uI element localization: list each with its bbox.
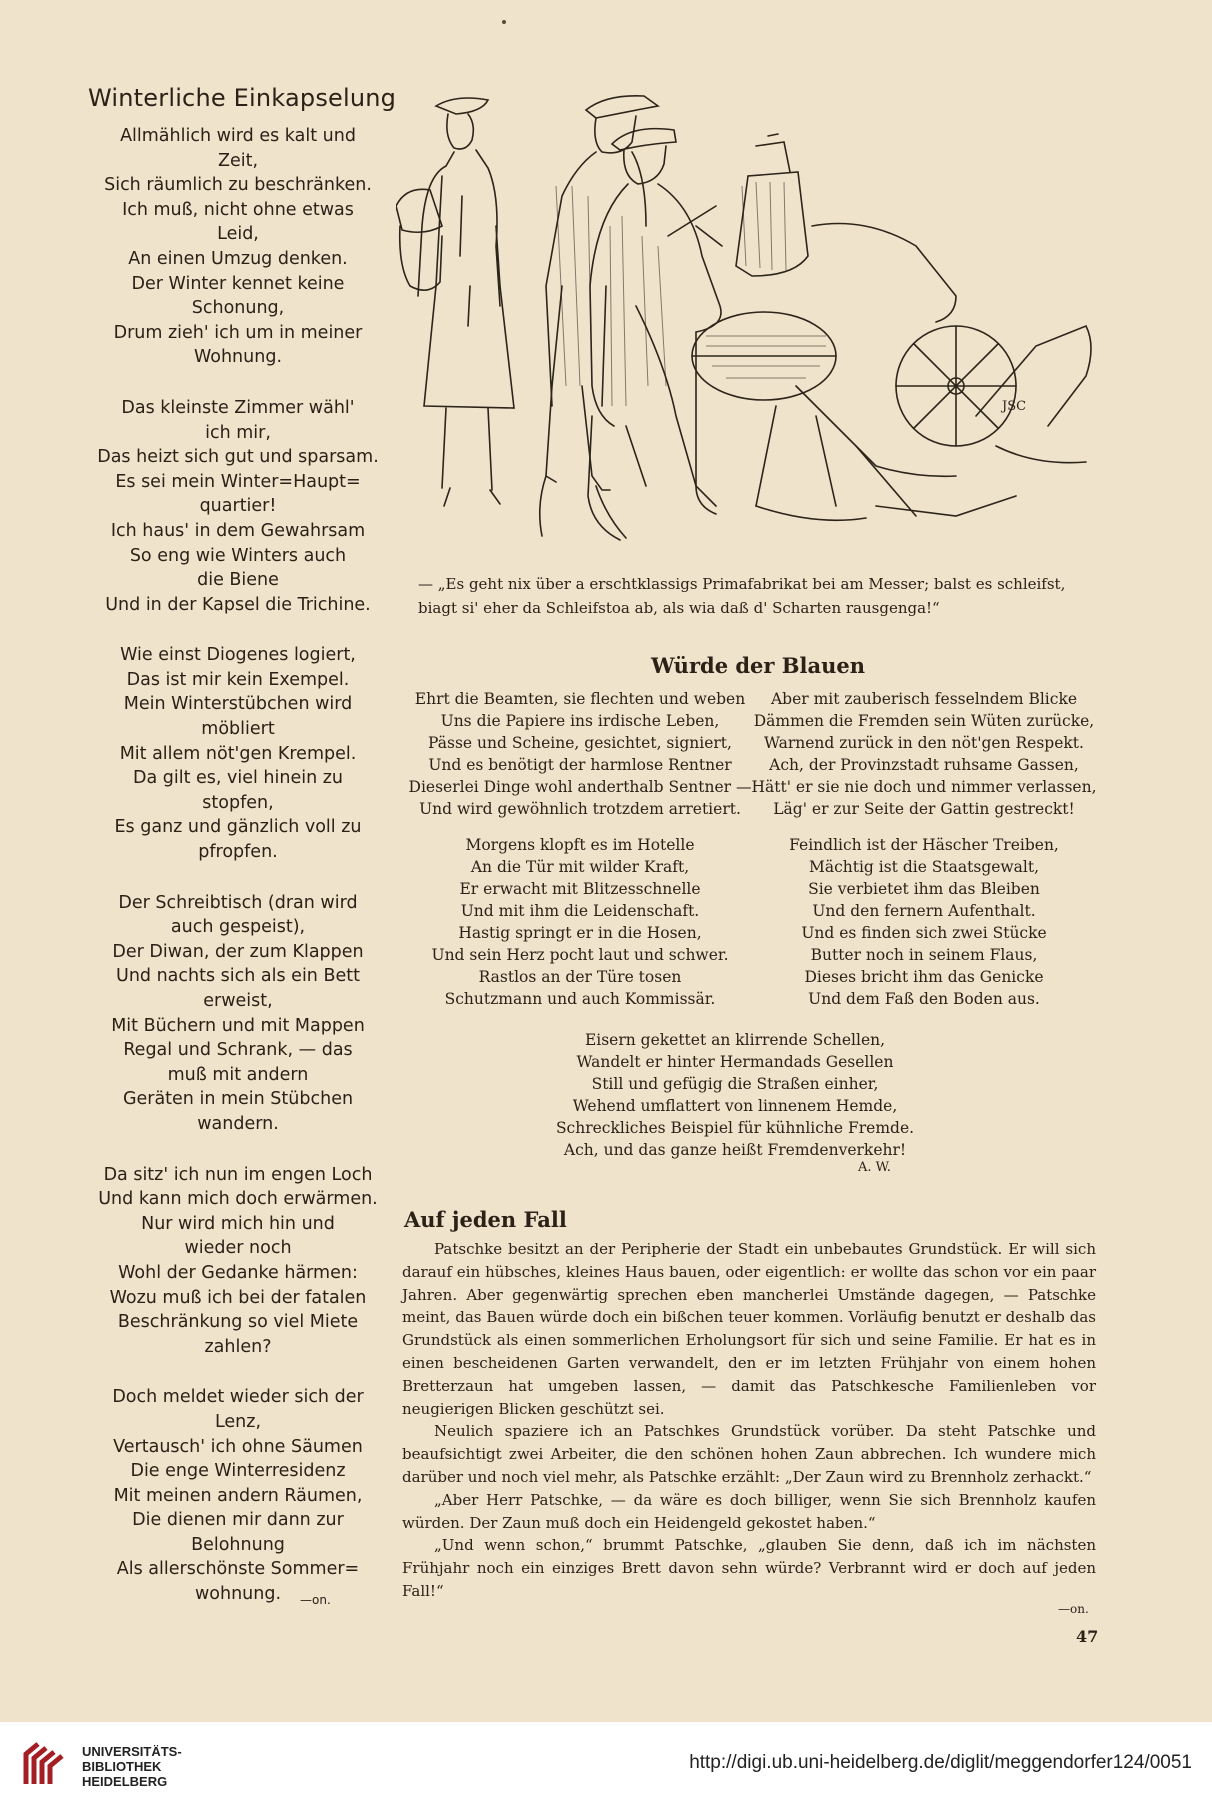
poem-line: Und nachts sich als ein Bett — [116, 966, 360, 987]
poem-line: Nur wird mich hin und — [141, 1213, 335, 1234]
verse-line: Und es benötigt der harmlose Rentner — [428, 756, 732, 774]
poem-line: So eng wie Winters auch — [129, 545, 347, 566]
wuerde-signature: A. W. — [858, 1160, 891, 1175]
verse-line: Eisern gekettet an klirrende Schellen, — [584, 1031, 886, 1049]
verse-line: Rastlos an der Türe tosen — [478, 968, 682, 986]
artist-monogram: JSC — [1002, 399, 1027, 414]
poem-line: quartier! — [199, 496, 277, 517]
poem-line: Zeit, — [217, 150, 259, 171]
verse-line: Und dem Faß den Boden aus. — [808, 990, 1040, 1008]
poem-line: wieder noch — [184, 1238, 292, 1259]
poem-line: stopfen, — [202, 792, 274, 813]
library-footer — [0, 1722, 1212, 1809]
poem-line: Es sei mein Winter=Haupt= — [115, 471, 361, 492]
poem-line: Doch meldet wieder sich der — [112, 1387, 364, 1408]
verse-line: Butter noch in seinem Flaus, — [810, 946, 1038, 964]
poem-line: Schonung, — [191, 298, 285, 319]
poem-line: Leid, — [217, 224, 259, 245]
poem-line: Wie einst Diogenes logiert, — [120, 645, 356, 666]
poem-line: Als allerschönste Sommer= — [116, 1559, 360, 1580]
poem-line: Sich räumlich zu beschränken. — [104, 175, 372, 196]
poem-stanza — [78, 1385, 398, 1606]
verse-line: Sie verbietet ihm das Bleiben — [808, 880, 1040, 898]
verse-line: Und mit ihm die Leidenschaft. — [460, 902, 700, 920]
verse-line: Still und gefügig die Straßen einher, — [591, 1075, 879, 1093]
fall-paragraph: Patschke besitzt an der Peripherie der Stadt ein unbebautes Grundstück. Er will sich darauf ein hübsches, kleines Haus bauen, oder eigentlich: er wollte das schon vor ein paar Jahren. Aber gegenwärtig sprechen eben mancherlei Umstände dagegen, — Patschke meint, das Bauen würde doch ein bißchen teuer kommen. Vorläufig benutzt er deshalb das Grundstück als einen sommerlichen Erholungsort für sich und seine Familie. Er hat es in einen bescheidenen Garten verwandelt, den er im letzten Frühjahr von einem hohen Bretterzaun hat umgeben lassen, — damit das Patschkesche Familienleben vor neugierigen Blicken geschützt sei. — [402, 1240, 1096, 1418]
poem-line: Mein Winterstübchen wird — [123, 694, 353, 715]
verse-line: Feindlich ist der Häscher Treiben, — [789, 836, 1059, 854]
poem-line: Wohnung. — [193, 347, 283, 368]
wuerde-intro-left — [400, 688, 760, 820]
poem-line: Der Schreibtisch (dran wird — [118, 892, 358, 913]
poem-line: Ich haus' in dem Gewahrsam — [110, 520, 366, 541]
poem-line: zahlen? — [204, 1336, 272, 1357]
poem-stanza — [78, 396, 398, 617]
verse-line: Und sein Herz pocht laut und schwer. — [431, 946, 729, 964]
verse-line: Und den fernern Aufenthalt. — [812, 902, 1036, 920]
poem-line: An einen Umzug denken. — [128, 248, 348, 269]
verse-line: Uns die Papiere ins irdische Leben, — [440, 712, 720, 730]
poem-line: Und in der Kapsel die Trichine. — [105, 594, 371, 615]
institution-name: UNIVERSITÄTS- BIBLIOTHEK HEIDELBERG — [82, 1744, 182, 1789]
poem-line: Die dienen mir dann zur — [132, 1510, 344, 1531]
poem-line: Da sitz' ich nun im engen Loch — [103, 1164, 373, 1185]
poem-line: Wozu muß ich bei der fatalen — [109, 1287, 367, 1308]
verse-line: Läg' er zur Seite der Gattin gestreckt! — [773, 800, 1075, 818]
wuerde-verse-left — [400, 834, 760, 1010]
fall-article-body — [402, 1238, 1096, 1603]
poem-line: Mit allem nöt'gen Krempel. — [119, 743, 357, 764]
wuerde-intro-right — [744, 688, 1104, 820]
poem-line: Die enge Winterresidenz — [130, 1461, 346, 1482]
poem-line: Beschränkung so viel Miete — [117, 1312, 359, 1333]
poem-line: Das heizt sich gut und sparsam. — [97, 447, 379, 468]
poem-stanza — [78, 124, 398, 370]
poem-line: Regal und Schrank, — das — [123, 1040, 353, 1061]
poem-line: Geräten in mein Stübchen — [122, 1089, 354, 1110]
verse-line: Mächtig ist die Staatsgewalt, — [808, 858, 1040, 876]
poem-line: ich mir, — [205, 422, 271, 443]
poem-line: Der Diwan, der zum Klappen — [112, 941, 364, 962]
wuerde-verse-right — [744, 834, 1104, 1010]
poem-line: Das kleinste Zimmer wähl' — [121, 397, 355, 418]
poem-line: Und kann mich doch erwärmen. — [98, 1189, 378, 1210]
poem-line: erweist, — [203, 991, 273, 1011]
verse-line: Und es finden sich zwei Stücke — [801, 924, 1047, 942]
print-speck — [502, 20, 506, 24]
verse-line: Dämmen die Fremden sein Wüten zurücke, — [753, 712, 1095, 730]
page-number: 47 — [1076, 1627, 1099, 1646]
poem-line: auch gespeist), — [170, 917, 306, 938]
poem-line: wandern. — [197, 1113, 279, 1134]
poem-stanzas — [78, 124, 398, 1607]
verse-line: An die Tür mit wilder Kraft, — [470, 858, 690, 876]
fall-paragraph: „Aber Herr Patschke, — da wäre es doch billiger, wenn Sie sich Brennholz kaufen würden. Der Zaun muß doch ein Heidengeld gekostet haben.“ — [402, 1490, 1096, 1532]
verse-line: Wandelt er hinter Hermandads Gesellen — [576, 1053, 894, 1071]
fall-paragraph: Neulich spaziere ich an Patschkes Grundstück vorüber. Da steht Patschke und beaufsichtigt zwei Arbeiter, die den schönen hohen Zaun abbrechen. Ich wundere mich darüber und noch viel mehr, als Patschke erzählt: „Der Zaun wird zu Brennholz zerhackt.“ — [402, 1422, 1096, 1486]
verse-line: Aber mit zauberisch fesselndem Blicke — [770, 690, 1078, 708]
poem-line: Mit meinen andern Räumen, — [113, 1485, 363, 1506]
poem-line: Mit Büchern und mit Mappen — [111, 1015, 365, 1036]
poem-line: Allmählich wird es kalt und — [120, 126, 356, 146]
poem-line: Der Winter kennet keine — [131, 273, 345, 294]
university-library-logo-icon — [20, 1740, 70, 1790]
article-title-fall: Auf jeden Fall — [404, 1207, 567, 1232]
poem-title: Winterliche Einkapselung — [88, 84, 397, 112]
fall-signature: —on. — [1058, 1602, 1089, 1616]
verse-line: Wehend umflattert von linnenem Hemde, — [572, 1097, 898, 1115]
verse-line: Warnend zurück in den nöt'gen Respekt. — [764, 734, 1084, 752]
verse-line: Ach, der Provinzstadt ruhsame Gassen, — [769, 756, 1079, 774]
poem-line: Ich muß, nicht ohne etwas — [122, 199, 354, 220]
wuerde-verse-center — [480, 1029, 990, 1161]
poem-line: Es ganz und gänzlich voll zu — [114, 817, 362, 838]
poem-line: Vertausch' ich ohne Säumen — [113, 1436, 363, 1457]
verse-line: Hastig springt er in die Hosen, — [458, 924, 702, 942]
verse-line: Morgens klopft es im Hotelle — [465, 836, 695, 854]
poem-signature: —on. — [300, 1593, 331, 1607]
verse-line: Pässe und Scheine, gesichtet, signiert, — [428, 734, 732, 752]
knife-grinder-illustration — [396, 86, 1102, 558]
verse-line: Er erwacht mit Blitzesschnelle — [459, 880, 701, 898]
poem-line: pfropfen. — [198, 842, 278, 863]
verse-line: Ehrt die Beamten, sie flechten und weben — [414, 690, 746, 708]
poem-line: Drum zieh' ich um in meiner — [113, 322, 363, 343]
verse-line: Schreckliches Beispiel für kühnliche Fremde. — [555, 1119, 915, 1137]
poem-line: Lenz, — [214, 1411, 262, 1432]
digital-collection-url[interactable]: http://digi.ub.uni-heidelberg.de/diglit/meggendorfer124/0051 — [689, 1752, 1192, 1773]
verse-line: Dieses bricht ihm das Genicke — [804, 968, 1044, 986]
poem-line: Da gilt es, viel hinein zu — [132, 768, 344, 789]
verse-line: Schutzmann und auch Kommissär. — [444, 990, 716, 1008]
article-title-wuerde: Würde der Blauen — [650, 653, 866, 678]
poem-line: muß mit andern — [167, 1064, 309, 1085]
verse-line: Dieserlei Dinge wohl anderthalb Sentner — — [408, 778, 752, 796]
poem-line: möbliert — [201, 719, 275, 740]
poem-stanza — [78, 643, 398, 864]
verse-line: Und wird gewöhnlich trotzdem arretiert. — [419, 800, 741, 818]
poem-line: Belohnung — [191, 1534, 285, 1555]
poem-stanza — [78, 891, 398, 1137]
poem-column — [78, 84, 398, 1633]
verse-line: Ach, und das ganze heißt Fremdenverkehr! — [563, 1141, 907, 1159]
verse-line: Hätt' er sie nie doch und nimmer verlassen, — [751, 778, 1097, 796]
poem-stanza — [78, 1163, 398, 1360]
fall-paragraph: „Und wenn schon,“ brummt Patschke, „glauben Sie denn, daß ich im nächsten Frühjahr noch ein einziges Brett davon sehn würde? Verbrannt wird er doch auf jeden Fall!“ — [402, 1536, 1096, 1600]
illustration-caption: — „Es geht nix über a erschtklassigs Primafabrikat bei am Messer; balst es schleifst, biagt si' eher da Schleifstoa ab, als wia daß d' Scharten rausgenga!“ — [418, 575, 1066, 617]
poem-line: Das ist mir kein Exempel. — [126, 669, 350, 690]
poem-line: wohnung. — [194, 1584, 282, 1605]
poem-line: Wohl der Gedanke härmen: — [118, 1262, 358, 1283]
poem-line: die Biene — [197, 570, 279, 591]
